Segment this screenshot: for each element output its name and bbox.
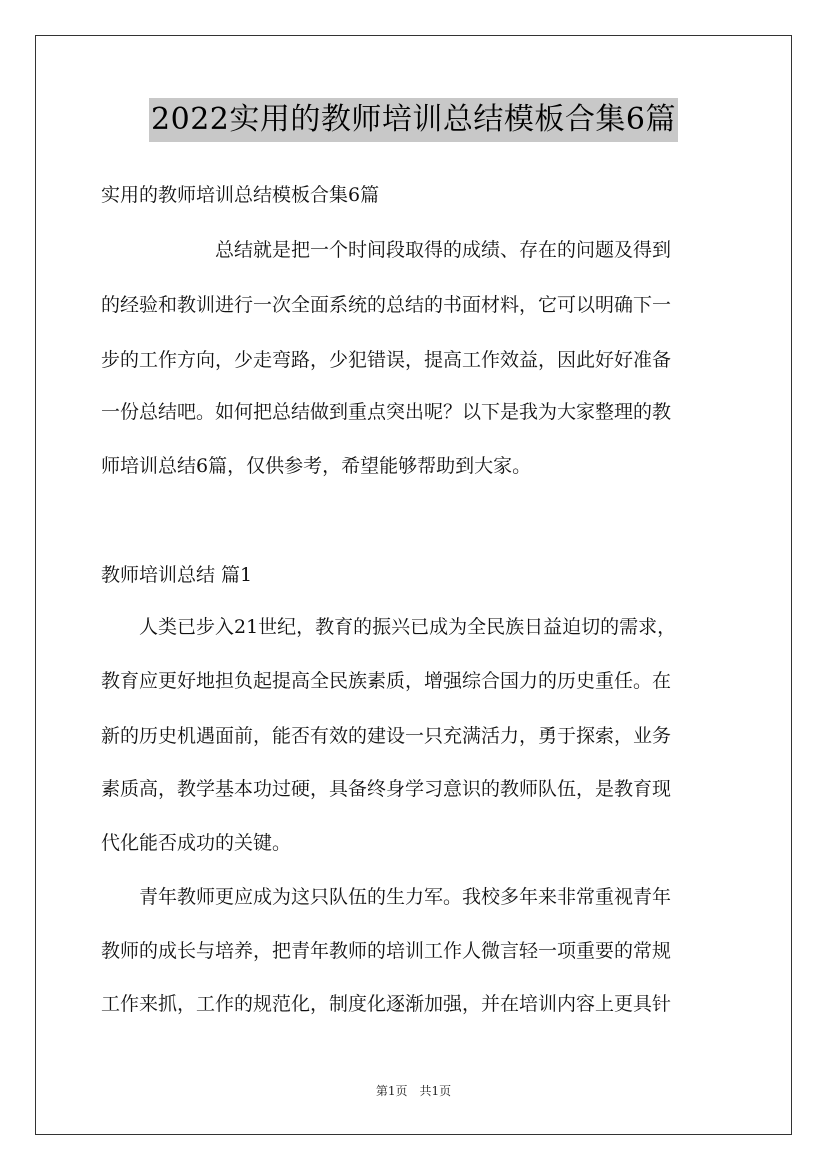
para2-line-1: 青年教师更应成为这只队伍的生力军。我校多年来非常重视青年: [101, 886, 672, 908]
page-footer: 第1页 共1页: [375, 1084, 452, 1098]
para1-line-2: 教育应更好地担负起提高全民族素质，增强综合国力的历史重任。在: [101, 670, 672, 692]
document-subtitle: 实用的教师培训总结模板合集6篇: [101, 184, 380, 206]
para2-line-3: 工作来抓，工作的规范化，制度化逐渐加强，并在培训内容上更具针: [101, 993, 672, 1015]
intro-line-4: 一份总结吧。如何把总结做到重点突出呢？以下是我为大家整理的教: [101, 401, 672, 423]
para2-line-2: 教师的成长与培养，把青年教师的培训工作人微言轻一项重要的常规: [101, 940, 672, 962]
intro-line-5: 师培训总结6篇，仅供参考，希望能够帮助到大家。: [101, 455, 532, 477]
intro-line-1: 总结就是把一个时间段取得的成绩、存在的问题及得到: [101, 239, 672, 261]
para1-line-5: 代化能否成功的关键。: [101, 832, 292, 854]
section-heading: 教师培训总结 篇1: [101, 564, 253, 586]
para1-line-3: 新的历史机遇面前，能否有效的建设一只充满活力，勇于探索，业务: [101, 725, 672, 747]
intro-line-2: 的经验和教训进行一次全面系统的总结的书面材料，它可以明确下一: [101, 294, 672, 316]
para1-line-1: 人类已步入21世纪，教育的振兴已成为全民族日益迫切的需求，: [101, 616, 677, 638]
intro-line-3: 步的工作方向，少走弯路，少犯错误，提高工作效益，因此好好准备: [101, 349, 672, 371]
para1-line-4: 素质高，教学基本功过硬，具备终身学习意识的教师队伍，是教育现: [101, 778, 672, 800]
title-container: [0, 98, 827, 142]
document-title: 2022实用的教师培训总结模板合集6篇: [149, 98, 678, 142]
